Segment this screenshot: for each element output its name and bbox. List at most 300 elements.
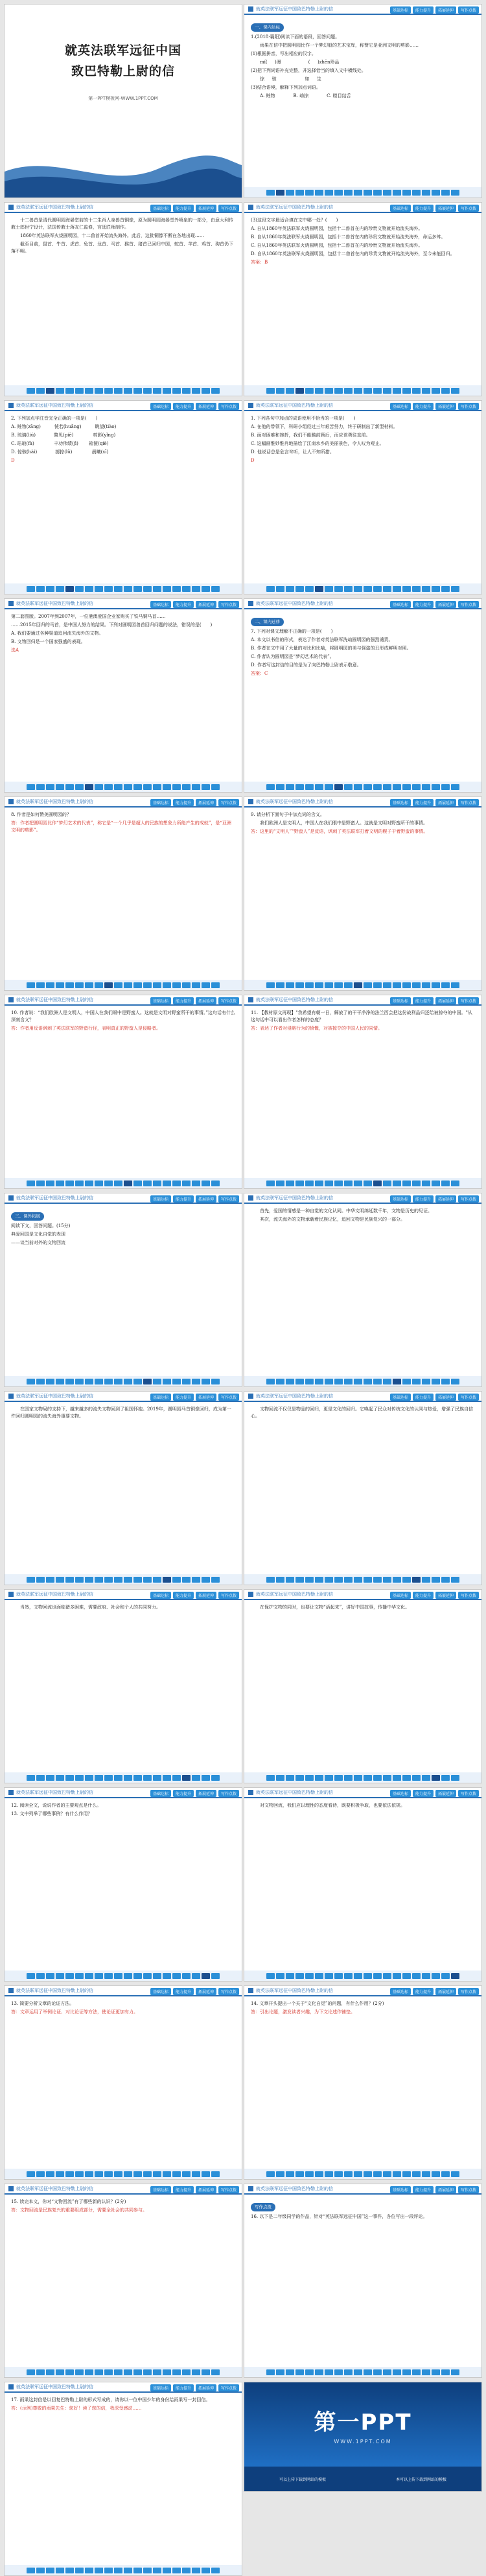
nav-page-button[interactable] — [373, 982, 382, 988]
nav-page-button[interactable] — [27, 1973, 35, 1979]
nav-page-button[interactable] — [85, 2369, 93, 2375]
nav-page-button[interactable] — [104, 982, 113, 988]
nav-page-button[interactable] — [75, 1181, 84, 1186]
slide-s6[interactable] — [244, 400, 482, 594]
nav-page-button[interactable] — [202, 982, 210, 988]
nav-page-button[interactable] — [65, 388, 74, 394]
nav-page-button[interactable] — [364, 784, 372, 790]
nav-page-button[interactable] — [211, 1775, 220, 1781]
nav-page-button[interactable] — [393, 1973, 401, 1979]
nav-page-button[interactable] — [334, 2369, 343, 2375]
slide-s8[interactable] — [244, 598, 482, 793]
nav-page-button[interactable] — [46, 1181, 54, 1186]
nav-page-button[interactable] — [441, 2369, 450, 2375]
nav-page-button[interactable] — [354, 2369, 362, 2375]
nav-page-button[interactable] — [65, 586, 74, 592]
nav-page-button[interactable] — [124, 784, 132, 790]
tab-0[interactable]: 基础达标 — [150, 2384, 171, 2391]
nav-page-button[interactable] — [163, 784, 171, 790]
nav-page-button[interactable] — [153, 1577, 161, 1583]
tab-2[interactable]: 拓展延伸 — [435, 205, 456, 212]
nav-page-button[interactable] — [295, 586, 304, 592]
slide-s16[interactable] — [244, 1391, 482, 1585]
nav-page-button[interactable] — [373, 2171, 382, 2177]
nav-page-button[interactable] — [325, 1775, 333, 1781]
nav-page-button[interactable] — [211, 2568, 220, 2573]
nav-page-button[interactable] — [153, 1379, 161, 1384]
nav-page-button[interactable] — [266, 1181, 275, 1186]
tab-3[interactable]: 写作点拨 — [218, 997, 239, 1004]
nav-page-button[interactable] — [202, 2369, 210, 2375]
nav-page-button[interactable] — [27, 1577, 35, 1583]
nav-page-button[interactable] — [315, 1775, 323, 1781]
nav-page-button[interactable] — [412, 190, 421, 196]
nav-page-button[interactable] — [182, 388, 191, 394]
nav-page-button[interactable] — [295, 784, 304, 790]
tab-1[interactable]: 能力提升 — [413, 6, 434, 14]
nav-page-button[interactable] — [334, 190, 343, 196]
tab-1[interactable]: 能力提升 — [173, 205, 194, 212]
nav-page-button[interactable] — [27, 586, 35, 592]
nav-page-button[interactable] — [451, 1775, 459, 1781]
nav-page-button[interactable] — [344, 2171, 353, 2177]
nav-page-button[interactable] — [315, 1973, 323, 1979]
nav-page-button[interactable] — [383, 388, 391, 394]
slide-s9[interactable] — [4, 797, 242, 991]
nav-page-button[interactable] — [344, 784, 353, 790]
nav-page-button[interactable] — [344, 982, 353, 988]
nav-page-button[interactable] — [95, 388, 103, 394]
nav-page-button[interactable] — [124, 2568, 132, 2573]
nav-page-button[interactable] — [85, 1379, 93, 1384]
nav-page-button[interactable] — [143, 2568, 152, 2573]
tab-1[interactable]: 能力提升 — [413, 2186, 434, 2193]
nav-page-button[interactable] — [192, 1973, 200, 1979]
nav-page-button[interactable] — [114, 388, 122, 394]
nav-page-button[interactable] — [354, 784, 362, 790]
nav-page-button[interactable] — [163, 388, 171, 394]
nav-page-button[interactable] — [441, 1181, 450, 1186]
nav-page-button[interactable] — [153, 586, 161, 592]
tab-3[interactable]: 写作点拨 — [218, 1592, 239, 1599]
nav-page-button[interactable] — [412, 1973, 421, 1979]
slide-s15[interactable] — [4, 1391, 242, 1585]
nav-page-button[interactable] — [364, 2369, 372, 2375]
slide-s24[interactable] — [244, 2184, 482, 2378]
nav-page-button[interactable] — [143, 586, 152, 592]
nav-page-button[interactable] — [325, 784, 333, 790]
nav-page-button[interactable] — [412, 1577, 421, 1583]
nav-page-button[interactable] — [85, 982, 93, 988]
nav-page-button[interactable] — [46, 388, 54, 394]
tab-0[interactable]: 基础达标 — [390, 1790, 411, 1797]
nav-page-button[interactable] — [172, 1577, 181, 1583]
tab-1[interactable]: 能力提升 — [413, 205, 434, 212]
nav-page-button[interactable] — [202, 2568, 210, 2573]
nav-page-button[interactable] — [402, 1973, 411, 1979]
tab-1[interactable]: 能力提升 — [413, 601, 434, 608]
nav-page-button[interactable] — [153, 982, 161, 988]
tab-1[interactable]: 能力提升 — [173, 601, 194, 608]
slide-s12[interactable] — [244, 995, 482, 1189]
nav-page-button[interactable] — [325, 2369, 333, 2375]
nav-page-button[interactable] — [364, 1577, 372, 1583]
nav-page-button[interactable] — [266, 1379, 275, 1384]
nav-page-button[interactable] — [133, 982, 142, 988]
nav-page-button[interactable] — [266, 784, 275, 790]
tab-3[interactable]: 写作点拨 — [218, 2384, 239, 2391]
nav-page-button[interactable] — [402, 586, 411, 592]
logo-slide[interactable] — [244, 2382, 482, 2492]
nav-page-button[interactable] — [432, 1181, 440, 1186]
nav-page-button[interactable] — [192, 2369, 200, 2375]
nav-page-button[interactable] — [432, 1379, 440, 1384]
nav-page-button[interactable] — [75, 388, 84, 394]
nav-page-button[interactable] — [305, 784, 314, 790]
nav-page-button[interactable] — [133, 1577, 142, 1583]
nav-page-button[interactable] — [65, 2568, 74, 2573]
nav-page-button[interactable] — [373, 784, 382, 790]
nav-page-button[interactable] — [211, 2369, 220, 2375]
nav-page-button[interactable] — [36, 388, 45, 394]
tab-1[interactable]: 能力提升 — [173, 1394, 194, 1401]
nav-page-button[interactable] — [182, 1379, 191, 1384]
nav-page-button[interactable] — [344, 190, 353, 196]
nav-page-button[interactable] — [364, 1775, 372, 1781]
nav-page-button[interactable] — [383, 586, 391, 592]
nav-page-button[interactable] — [153, 2171, 161, 2177]
nav-page-button[interactable] — [104, 784, 113, 790]
nav-page-button[interactable] — [364, 586, 372, 592]
nav-page-button[interactable] — [153, 1775, 161, 1781]
nav-page-button[interactable] — [354, 1577, 362, 1583]
nav-page-button[interactable] — [295, 190, 304, 196]
nav-page-button[interactable] — [315, 388, 323, 394]
tab-0[interactable]: 基础达标 — [150, 205, 171, 212]
nav-page-button[interactable] — [192, 1379, 200, 1384]
nav-page-button[interactable] — [27, 1379, 35, 1384]
nav-page-button[interactable] — [286, 190, 294, 196]
nav-page-button[interactable] — [192, 784, 200, 790]
nav-page-button[interactable] — [133, 388, 142, 394]
nav-page-button[interactable] — [153, 784, 161, 790]
nav-page-button[interactable] — [441, 2171, 450, 2177]
nav-page-button[interactable] — [451, 2171, 459, 2177]
tab-1[interactable]: 能力提升 — [413, 997, 434, 1004]
nav-page-button[interactable] — [441, 1379, 450, 1384]
slide-s23[interactable] — [4, 2184, 242, 2378]
nav-page-button[interactable] — [211, 586, 220, 592]
nav-page-button[interactable] — [451, 586, 459, 592]
nav-page-button[interactable] — [172, 982, 181, 988]
nav-page-button[interactable] — [46, 2568, 54, 2573]
tab-1[interactable]: 能力提升 — [413, 1195, 434, 1203]
nav-page-button[interactable] — [124, 586, 132, 592]
nav-page-button[interactable] — [325, 1181, 333, 1186]
tab-2[interactable]: 拓展延伸 — [435, 799, 456, 806]
nav-page-button[interactable] — [422, 1577, 430, 1583]
tab-1[interactable]: 能力提升 — [413, 1394, 434, 1401]
tab-0[interactable]: 基础达标 — [150, 1790, 171, 1797]
nav-page-button[interactable] — [27, 1181, 35, 1186]
nav-page-button[interactable] — [383, 1577, 391, 1583]
nav-page-button[interactable] — [163, 982, 171, 988]
nav-page-button[interactable] — [393, 388, 401, 394]
nav-page-button[interactable] — [143, 784, 152, 790]
nav-page-button[interactable] — [65, 982, 74, 988]
nav-page-button[interactable] — [373, 1379, 382, 1384]
nav-page-button[interactable] — [344, 1181, 353, 1186]
tab-3[interactable]: 写作点拨 — [218, 205, 239, 212]
nav-page-button[interactable] — [182, 2568, 191, 2573]
nav-page-button[interactable] — [286, 1379, 294, 1384]
nav-page-button[interactable] — [124, 2171, 132, 2177]
tab-0[interactable]: 基础达标 — [150, 997, 171, 1004]
nav-page-button[interactable] — [104, 2369, 113, 2375]
nav-page-button[interactable] — [422, 190, 430, 196]
nav-page-button[interactable] — [402, 1577, 411, 1583]
nav-page-button[interactable] — [286, 1181, 294, 1186]
nav-page-button[interactable] — [182, 1973, 191, 1979]
nav-page-button[interactable] — [75, 1973, 84, 1979]
tab-2[interactable]: 拓展延伸 — [196, 1790, 216, 1797]
nav-page-button[interactable] — [412, 2369, 421, 2375]
nav-page-button[interactable] — [432, 1973, 440, 1979]
nav-page-button[interactable] — [422, 586, 430, 592]
nav-page-button[interactable] — [432, 586, 440, 592]
nav-page-button[interactable] — [373, 586, 382, 592]
nav-page-button[interactable] — [334, 1181, 343, 1186]
nav-page-button[interactable] — [325, 1379, 333, 1384]
tab-2[interactable]: 拓展延伸 — [435, 997, 456, 1004]
nav-page-button[interactable] — [95, 2369, 103, 2375]
tab-1[interactable]: 能力提升 — [173, 997, 194, 1004]
nav-page-button[interactable] — [172, 586, 181, 592]
nav-page-button[interactable] — [114, 1973, 122, 1979]
nav-page-button[interactable] — [315, 784, 323, 790]
nav-page-button[interactable] — [305, 1775, 314, 1781]
nav-page-button[interactable] — [211, 982, 220, 988]
nav-page-button[interactable] — [104, 1577, 113, 1583]
nav-page-button[interactable] — [334, 1379, 343, 1384]
nav-page-button[interactable] — [266, 2171, 275, 2177]
nav-page-button[interactable] — [393, 1775, 401, 1781]
nav-page-button[interactable] — [276, 1775, 284, 1781]
nav-page-button[interactable] — [393, 1577, 401, 1583]
nav-page-button[interactable] — [143, 1379, 152, 1384]
slide-s7[interactable] — [4, 598, 242, 793]
nav-page-button[interactable] — [211, 1181, 220, 1186]
nav-page-button[interactable] — [182, 784, 191, 790]
nav-page-button[interactable] — [114, 1577, 122, 1583]
nav-page-button[interactable] — [133, 1379, 142, 1384]
nav-page-button[interactable] — [305, 2171, 314, 2177]
nav-page-button[interactable] — [432, 388, 440, 394]
nav-page-button[interactable] — [325, 1577, 333, 1583]
tab-3[interactable]: 写作点拨 — [458, 1988, 479, 1995]
nav-page-button[interactable] — [286, 784, 294, 790]
nav-page-button[interactable] — [182, 982, 191, 988]
nav-page-button[interactable] — [412, 2171, 421, 2177]
nav-page-button[interactable] — [95, 784, 103, 790]
tab-2[interactable]: 拓展延伸 — [196, 1195, 216, 1203]
nav-page-button[interactable] — [393, 1181, 401, 1186]
nav-page-button[interactable] — [124, 1973, 132, 1979]
nav-page-button[interactable] — [402, 1379, 411, 1384]
nav-page-button[interactable] — [412, 1181, 421, 1186]
nav-page-button[interactable] — [344, 1775, 353, 1781]
nav-page-button[interactable] — [422, 388, 430, 394]
tab-3[interactable]: 写作点拨 — [218, 799, 239, 806]
nav-page-button[interactable] — [75, 2568, 84, 2573]
nav-page-button[interactable] — [383, 2369, 391, 2375]
tab-0[interactable]: 基础达标 — [150, 1988, 171, 1995]
nav-page-button[interactable] — [315, 190, 323, 196]
nav-page-button[interactable] — [266, 1973, 275, 1979]
nav-page-button[interactable] — [305, 1379, 314, 1384]
nav-page-button[interactable] — [276, 1973, 284, 1979]
nav-page-button[interactable] — [114, 2171, 122, 2177]
nav-page-button[interactable] — [373, 388, 382, 394]
nav-page-button[interactable] — [451, 190, 459, 196]
nav-page-button[interactable] — [202, 2171, 210, 2177]
nav-page-button[interactable] — [422, 2171, 430, 2177]
nav-page-button[interactable] — [56, 1577, 64, 1583]
nav-page-button[interactable] — [114, 2568, 122, 2573]
nav-page-button[interactable] — [114, 1181, 122, 1186]
nav-page-button[interactable] — [172, 2171, 181, 2177]
nav-page-button[interactable] — [182, 586, 191, 592]
nav-page-button[interactable] — [402, 2171, 411, 2177]
nav-page-button[interactable] — [441, 982, 450, 988]
nav-page-button[interactable] — [85, 586, 93, 592]
nav-page-button[interactable] — [266, 190, 275, 196]
nav-page-button[interactable] — [75, 784, 84, 790]
tab-3[interactable]: 写作点拨 — [218, 403, 239, 410]
nav-page-button[interactable] — [354, 1181, 362, 1186]
nav-page-button[interactable] — [305, 586, 314, 592]
nav-page-button[interactable] — [56, 784, 64, 790]
nav-page-button[interactable] — [266, 586, 275, 592]
nav-page-button[interactable] — [104, 1181, 113, 1186]
nav-page-button[interactable] — [124, 1577, 132, 1583]
nav-page-button[interactable] — [133, 1775, 142, 1781]
slide-s11[interactable] — [4, 995, 242, 1189]
nav-page-button[interactable] — [211, 2171, 220, 2177]
tab-2[interactable]: 拓展延伸 — [196, 1394, 216, 1401]
slide-s5[interactable] — [4, 400, 242, 594]
nav-page-button[interactable] — [163, 586, 171, 592]
nav-page-button[interactable] — [56, 388, 64, 394]
nav-page-button[interactable] — [163, 1775, 171, 1781]
tab-3[interactable]: 写作点拨 — [458, 2186, 479, 2193]
nav-page-button[interactable] — [286, 1973, 294, 1979]
nav-page-button[interactable] — [36, 784, 45, 790]
nav-page-button[interactable] — [432, 190, 440, 196]
nav-page-button[interactable] — [27, 1775, 35, 1781]
nav-page-button[interactable] — [325, 1973, 333, 1979]
nav-page-button[interactable] — [412, 388, 421, 394]
nav-page-button[interactable] — [373, 2369, 382, 2375]
nav-page-button[interactable] — [383, 1379, 391, 1384]
nav-page-button[interactable] — [95, 2568, 103, 2573]
nav-page-button[interactable] — [172, 784, 181, 790]
nav-page-button[interactable] — [85, 1577, 93, 1583]
nav-page-button[interactable] — [65, 1775, 74, 1781]
nav-page-button[interactable] — [432, 784, 440, 790]
nav-page-button[interactable] — [393, 2369, 401, 2375]
nav-page-button[interactable] — [211, 1973, 220, 1979]
slide-s18[interactable] — [244, 1589, 482, 1783]
nav-page-button[interactable] — [95, 982, 103, 988]
tab-2[interactable]: 拓展延伸 — [196, 997, 216, 1004]
nav-page-button[interactable] — [85, 1973, 93, 1979]
nav-page-button[interactable] — [364, 190, 372, 196]
nav-page-button[interactable] — [192, 586, 200, 592]
nav-page-button[interactable] — [27, 388, 35, 394]
nav-page-button[interactable] — [432, 2171, 440, 2177]
nav-page-button[interactable] — [153, 388, 161, 394]
nav-page-button[interactable] — [364, 1973, 372, 1979]
nav-page-button[interactable] — [56, 1775, 64, 1781]
nav-page-button[interactable] — [85, 1775, 93, 1781]
nav-page-button[interactable] — [354, 1379, 362, 1384]
nav-page-button[interactable] — [182, 1775, 191, 1781]
nav-page-button[interactable] — [85, 2568, 93, 2573]
nav-page-button[interactable] — [172, 388, 181, 394]
tab-2[interactable]: 拓展延伸 — [435, 403, 456, 410]
nav-page-button[interactable] — [211, 1379, 220, 1384]
tab-3[interactable]: 写作点拨 — [458, 1195, 479, 1203]
tab-1[interactable]: 能力提升 — [413, 403, 434, 410]
tab-0[interactable]: 基础达标 — [390, 1195, 411, 1203]
tab-0[interactable]: 基础达标 — [390, 1394, 411, 1401]
nav-page-button[interactable] — [315, 2171, 323, 2177]
nav-page-button[interactable] — [104, 2171, 113, 2177]
tab-3[interactable]: 写作点拨 — [458, 601, 479, 608]
nav-page-button[interactable] — [295, 1181, 304, 1186]
title-slide[interactable] — [4, 4, 242, 198]
nav-page-button[interactable] — [56, 1973, 64, 1979]
nav-page-button[interactable] — [422, 982, 430, 988]
slide-s19[interactable] — [4, 1787, 242, 1982]
nav-page-button[interactable] — [27, 982, 35, 988]
nav-page-button[interactable] — [276, 2369, 284, 2375]
nav-page-button[interactable] — [295, 2369, 304, 2375]
nav-page-button[interactable] — [412, 982, 421, 988]
nav-page-button[interactable] — [133, 2369, 142, 2375]
tab-3[interactable]: 写作点拨 — [218, 1394, 239, 1401]
nav-page-button[interactable] — [133, 2568, 142, 2573]
nav-page-button[interactable] — [104, 1973, 113, 1979]
nav-page-button[interactable] — [441, 1973, 450, 1979]
nav-page-button[interactable] — [163, 1577, 171, 1583]
nav-page-button[interactable] — [412, 1775, 421, 1781]
nav-page-button[interactable] — [402, 982, 411, 988]
nav-page-button[interactable] — [143, 2369, 152, 2375]
tab-2[interactable]: 拓展延伸 — [435, 601, 456, 608]
nav-page-button[interactable] — [422, 1775, 430, 1781]
tab-3[interactable]: 写作点拨 — [218, 1195, 239, 1203]
nav-page-button[interactable] — [114, 2369, 122, 2375]
nav-page-button[interactable] — [441, 1775, 450, 1781]
nav-page-button[interactable] — [202, 784, 210, 790]
nav-page-button[interactable] — [202, 1577, 210, 1583]
nav-page-button[interactable] — [27, 2171, 35, 2177]
nav-page-button[interactable] — [104, 388, 113, 394]
nav-page-button[interactable] — [211, 784, 220, 790]
nav-page-button[interactable] — [202, 1775, 210, 1781]
